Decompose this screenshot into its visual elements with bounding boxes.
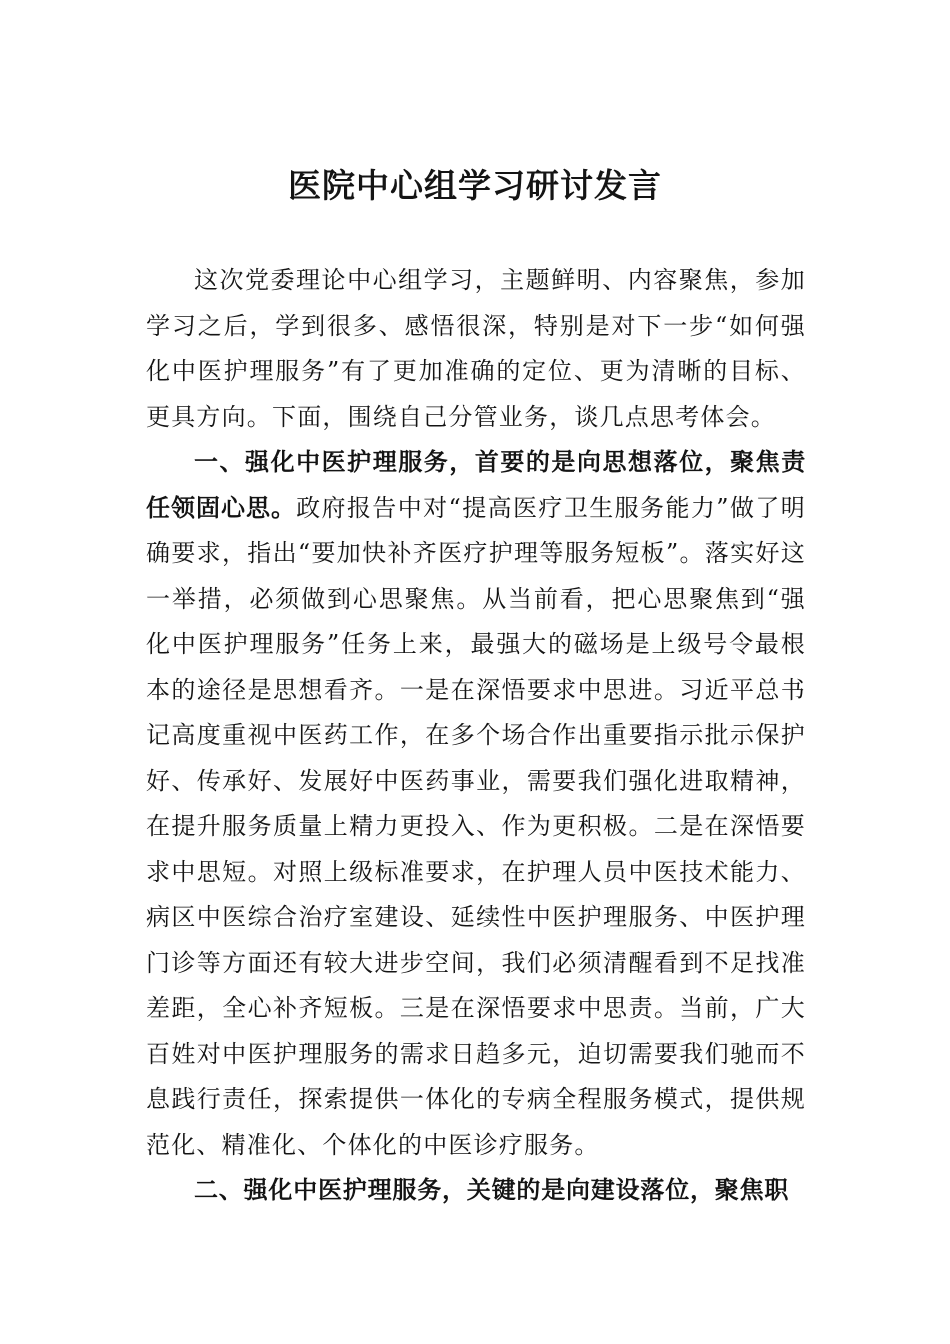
page-title: 医院中心组学习研讨发言	[288, 166, 662, 205]
section-2-heading: 二、强化中医护理服务，关键的是向建设落位，聚焦职	[194, 1176, 790, 1204]
section-1-heading: 一、强化中医护理服务，首要的是向思想落位，聚焦责任领固心思。	[146, 448, 806, 522]
intro-paragraph: 这次党委理论中心组学习，主题鲜明、内容聚焦，参加学习之后，学到很多、感悟很深，特别是对下一步“如何强化中医护理服务”有了更加准确的定位、更为清晰的目标、更具方向。下面，围绕自己分管业务，谈几点思考体会。	[146, 266, 806, 431]
section-2-paragraph	[146, 1168, 806, 1214]
document-body	[146, 258, 806, 1214]
section-1-paragraph	[146, 440, 806, 1168]
section-1-body: 政府报告中对“提高医疗卫生服务能力”做了明确要求，指出“要加快补齐医疗护理等服务短板”。落实好这一举措，必须做到心思聚焦。从当前看，把心思聚焦到“强化中医护理服务”任务上来，最强大的磁场是上级号令最根本的途径是思想看齐。一是在深悟要求中思进。习近平总书记高度重视中医药工作，在多个场合作出重要指示批示保护好、传承好、发展好中医药事业，需要我们强化进取精神，在提升服务质量上精力更投入、作为更积极。二是在深悟要求中思短。对照上级标准要求，在护理人员中医技术能力、病区中医综合治疗室建设、延续性中医护理服务、中医护理门诊等方面还有较大进步空间，我们必须清醒看到不足找准差距，全心补齐短板。三是在深悟要求中思责。当前，广大百姓对中医护理服务的需求日趋多元，迫切需要我们驰而不息践行责任，探索提供一体化的专病全程服务模式，提供规范化、精准化、个体化的中医诊疗服务。	[146, 493, 806, 1159]
